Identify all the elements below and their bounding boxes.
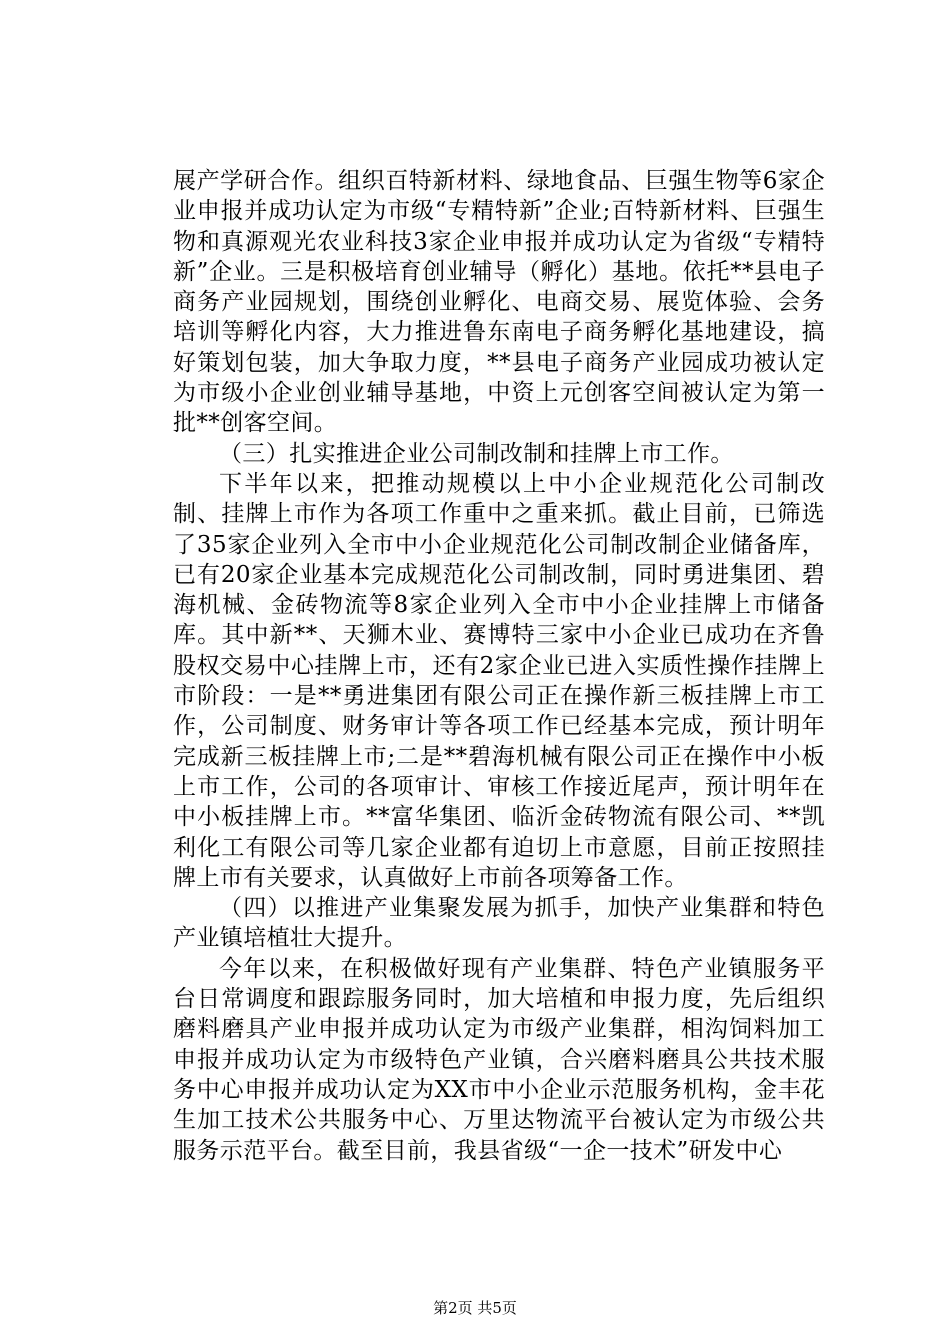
- section-heading-4: （四）以推进产业集聚发展为抓手，加快产业集群和特色产业镇培植壮大提升。: [173, 895, 825, 952]
- paragraph-industry-cluster: 今年以来，在积极做好现有产业集群、特色产业镇服务平台日常调度和跟踪服务同时，加大培植和申报力度，先后组织磨料磨具产业申报并成功认定为市级产业集群，相沟饲料加工申报并成功认定为市级特色产业镇，合兴磨料磨具公共技术服务中心申报并成功认定为XX市中小企业示范服务机构，金丰花生加工技术公共服务中心、万里达物流平台被认定为市级公共服务示范平台。截至目前，我县省级“一企一技术”研发中心: [173, 955, 825, 1164]
- section-heading-3: （三）扎实推进企业公司制改制和挂牌上市工作。: [219, 440, 734, 467]
- paragraph-continued: 展产学研合作。组织百特新材料、绿地食品、巨强生物等6家企业申报并成功认定为市级“专精特新”企业;百特新材料、巨强生物和真源观光农业科技3家企业申报并成功认定为省级“专精特新”企业。三是积极培育创业辅导（孵化）基地。依托**县电子商务产业园规划，围绕创业孵化、电商交易、展览体验、会务培训等孵化内容，大力推进鲁东南电子商务孵化基地建设，搞好策划包装，加大争取力度，**县电子商务产业园成功被认定为市级小企业创业辅导基地，中资上元创客空间被认定为第一批**创客空间。: [173, 168, 825, 437]
- paragraph-listing-progress: 下半年以来，把推动规模以上中小企业规范化公司制改制、挂牌上市作为各项工作重中之重来抓。截止目前，已筛选了35家企业列入全市中小企业规范化公司制改制企业储备库，已有20家企业基本完成规范化公司制改制，同时勇进集团、碧海机械、金砖物流等8家企业列入全市中小企业挂牌上市储备库。其中新**、天狮木业、赛博特三家中小企业已成功在齐鲁股权交易中心挂牌上市，还有2家企业已进入实质性操作挂牌上市阶段：一是**勇进集团有限公司正在操作新三板挂牌上市工作，公司制度、财务审计等各项工作已经基本完成，预计明年完成新三板挂牌上市;二是**碧海机械有限公司正在操作中小板上市工作，公司的各项审计、审核工作接近尾声，预计明年在中小板挂牌上市。**富华集团、临沂金砖物流有限公司、**凯利化工有限公司等几家企业都有迫切上市意愿，目前正按照挂牌上市有关要求，认真做好上市前各项筹备工作。: [173, 470, 825, 891]
- document-body: [173, 166, 825, 1166]
- page-footer: 第2页 共5页: [433, 1299, 517, 1317]
